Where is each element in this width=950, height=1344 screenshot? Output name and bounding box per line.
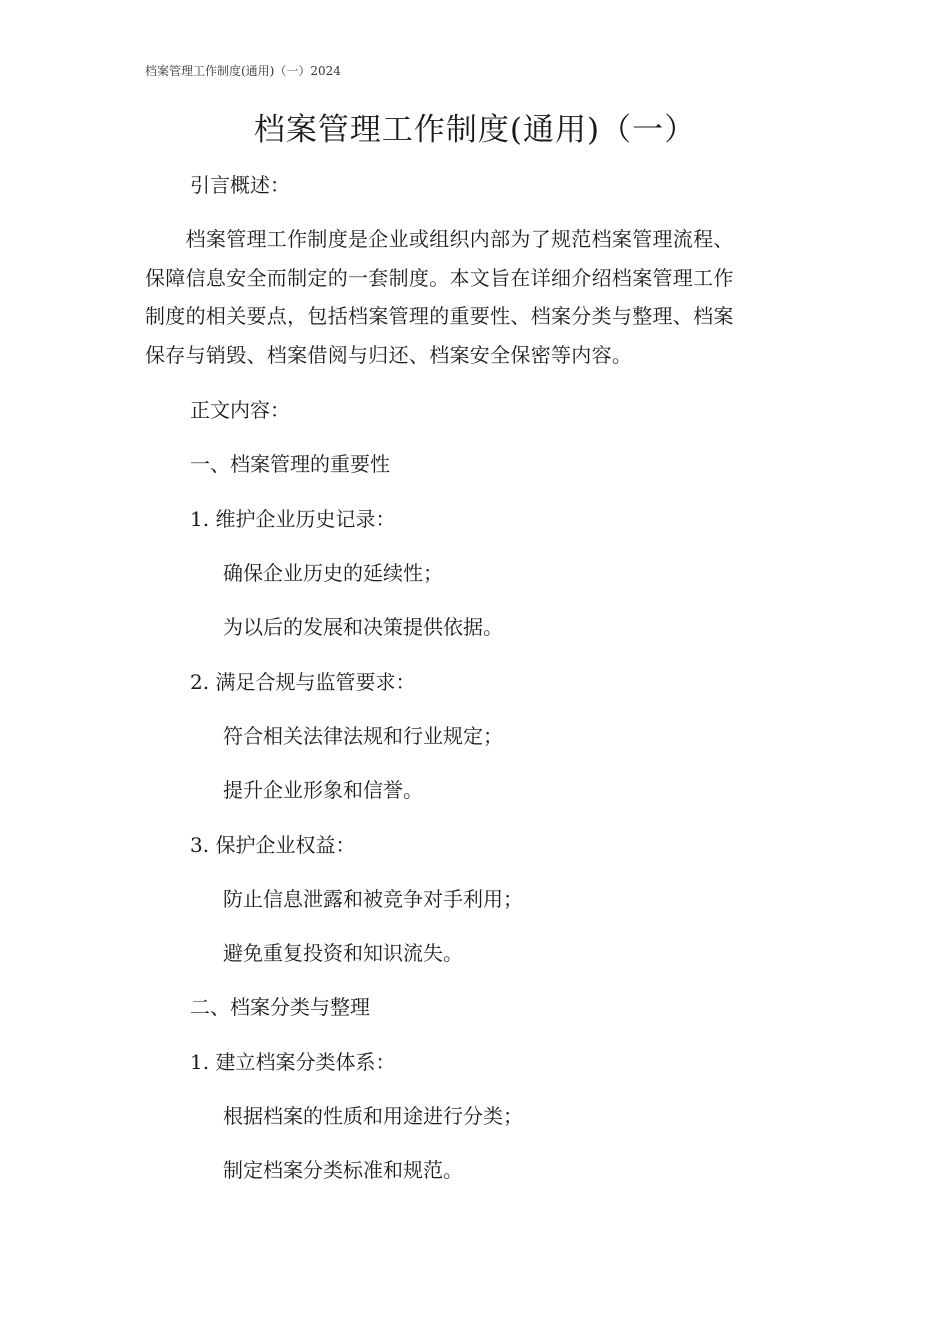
list-item-title: 1. 维护企业历史记录：: [190, 507, 396, 531]
list-item-point: 提升企业形象和信誉。: [223, 778, 423, 802]
list-item-title: 1. 建立档案分类体系：: [190, 1050, 396, 1074]
list-item-point: 为以后的发展和决策提供依据。: [223, 615, 503, 639]
intro-line: 保存与销毁、档案借阅与归还、档案安全保密等内容。: [145, 342, 633, 367]
section-heading: 一、档案管理的重要性: [190, 452, 390, 476]
list-item-title: 2. 满足合规与监管要求：: [190, 670, 416, 694]
list-item-point: 确保企业历史的延续性；: [223, 561, 443, 585]
running-header: 档案管理工作制度(通用)（一）2024: [145, 64, 341, 78]
list-item-point: 符合相关法律法规和行业规定；: [223, 724, 503, 748]
intro-line: 保障信息安全而制定的一套制度。本文旨在详细介绍档案管理工作: [145, 265, 734, 290]
list-item-title: 3. 保护企业权益：: [190, 833, 356, 857]
intro-line: 制度的相关要点，包括档案管理的重要性、档案分类与整理、档案: [145, 304, 734, 328]
list-item-point: 防止信息泄露和被竞争对手利用；: [223, 887, 523, 911]
section-heading: 二、档案分类与整理: [190, 995, 370, 1019]
document-title: 档案管理工作制度(通用)（一）: [253, 112, 697, 148]
list-item-point: 根据档案的性质和用途进行分类；: [223, 1104, 523, 1128]
body-heading: 正文内容：: [190, 398, 290, 422]
intro-line: 档案管理工作制度是企业或组织内部为了规范档案管理流程、: [145, 227, 734, 251]
list-item-point: 避免重复投资和知识流失。: [223, 941, 463, 965]
list-item-point: 制定档案分类标准和规范。: [223, 1158, 463, 1182]
intro-paragraph: [145, 220, 805, 374]
intro-heading: 引言概述：: [190, 173, 290, 197]
